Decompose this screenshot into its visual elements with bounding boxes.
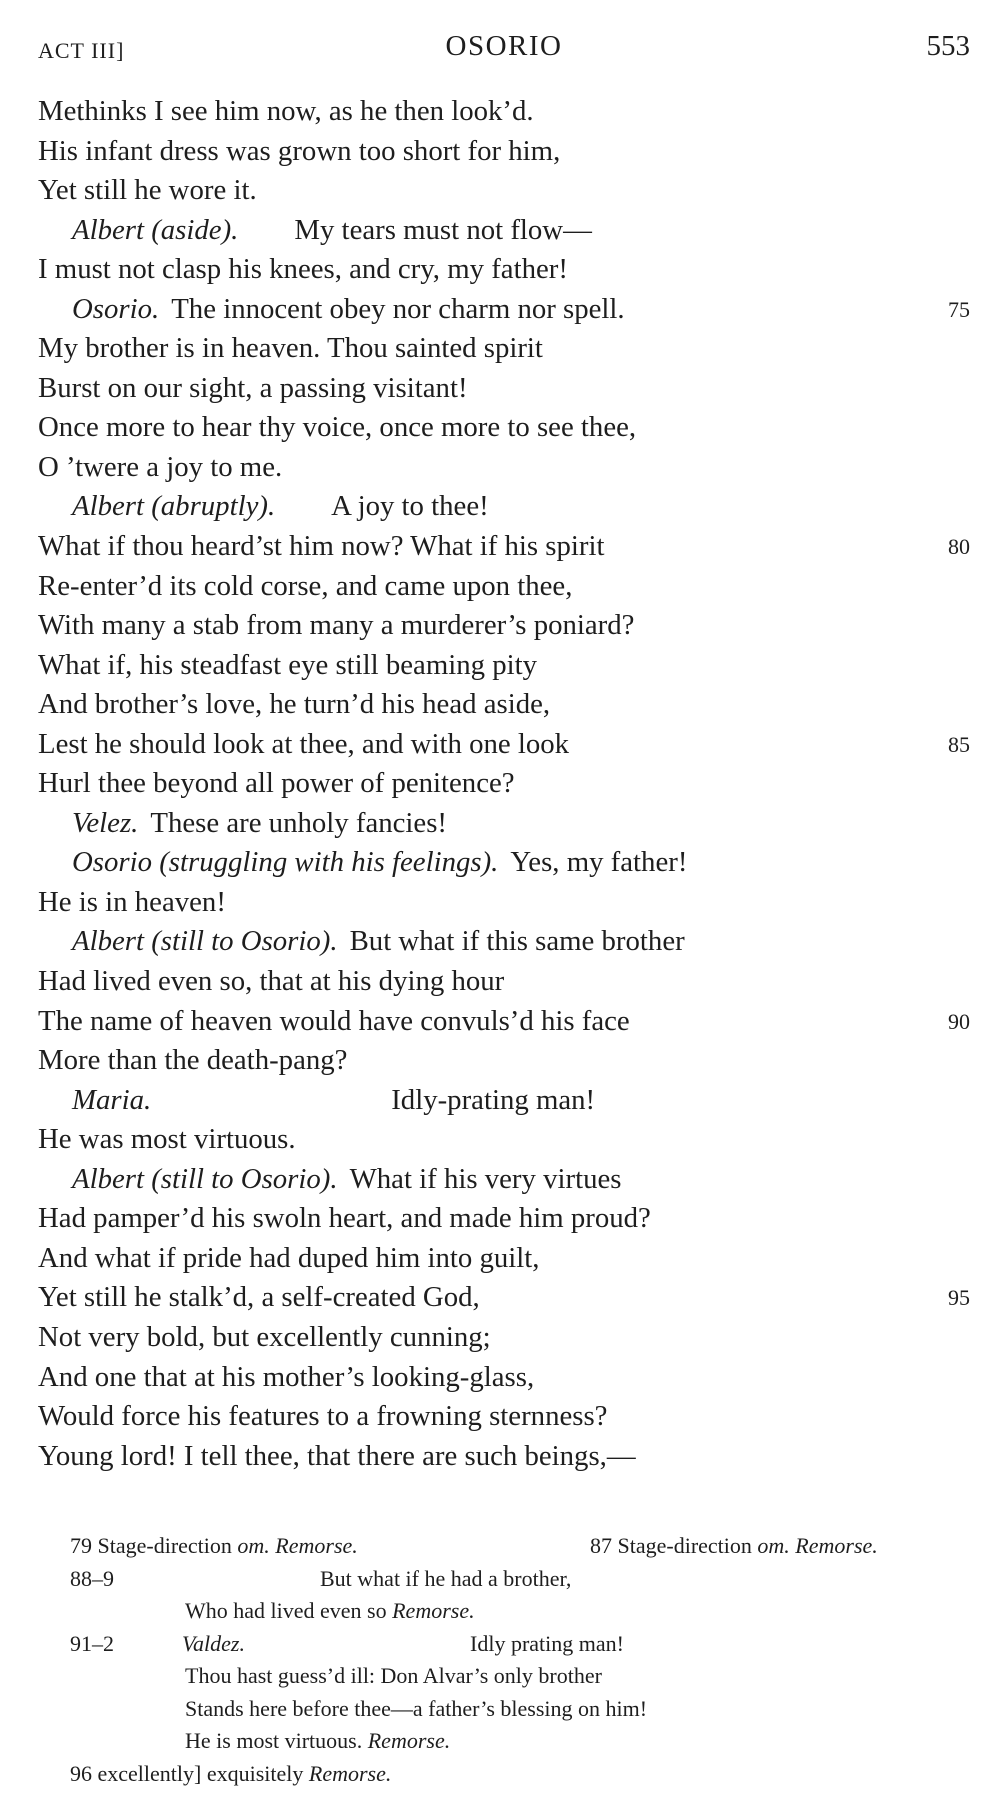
line-text: Re-enter’d its cold corse, and came upon thee, [38, 569, 573, 602]
speech-line [38, 1081, 970, 1121]
line-number: 90 [948, 1008, 970, 1034]
line-text: My tears must not flow— [294, 213, 592, 246]
line-text: He was most virtuous. [38, 1123, 296, 1156]
verse-line [38, 171, 970, 211]
line-text: More than the death-pang? [38, 1044, 348, 1077]
footnote-ref: 87 [590, 1533, 612, 1558]
verse-line [38, 329, 970, 369]
line-text: He is in heaven! [38, 885, 226, 918]
footnote-text: Stands here before thee—a father’s blessing on him! [185, 1695, 648, 1721]
speech-line [38, 922, 970, 962]
act-label: ACT III] [38, 38, 125, 63]
verse-line [38, 1120, 970, 1160]
verse-line [38, 132, 970, 172]
footnote-87 [590, 1530, 878, 1563]
verse-line [38, 646, 970, 686]
line-number: 80 [948, 534, 970, 560]
footnote-text: excellently] exquisitely [97, 1760, 304, 1786]
verse-line [38, 883, 970, 923]
line-text: Methinks I see him now, as he then look’d. [38, 95, 534, 127]
speech-line [38, 843, 970, 883]
footnote-text: Idly prating man! [470, 1630, 624, 1656]
page-title: OSORIO [445, 30, 563, 62]
footnote-91 [70, 1628, 970, 1661]
line-text: The innocent obey nor charm nor spell. [171, 292, 625, 325]
verse-text [38, 92, 970, 1476]
speaker-name: Maria. [72, 1083, 152, 1116]
footnote-speaker: Valdez. [182, 1630, 245, 1656]
speaker-name: Osorio. [72, 292, 160, 325]
line-number: 85 [948, 731, 970, 757]
footnotes [70, 1530, 970, 1790]
footnote-source: Remorse. [392, 1598, 475, 1623]
line-text: But what if this same brother [349, 925, 685, 958]
verse-line [38, 1318, 970, 1358]
speaker-name: Albert [72, 1162, 144, 1195]
footnote-96 [70, 1758, 970, 1791]
verse-line [38, 1041, 970, 1081]
footnote-text: He is most virtuous. [185, 1728, 363, 1753]
speaker-name: Albert [72, 213, 144, 246]
running-header [38, 30, 970, 74]
line-text: Yes, my father! [510, 846, 688, 879]
footnote-text: Thou hast guess’d ill: Don Alvar’s only brother [185, 1663, 602, 1688]
speech-line [38, 804, 970, 844]
line-text: And brother’s love, he turn’d his head aside, [38, 688, 551, 721]
footnote-ref: 96 [70, 1760, 92, 1786]
line-text: Young lord! I tell thee, that there are such beings,— [38, 1439, 636, 1472]
verse-line [38, 527, 970, 567]
line-text: His infant dress was grown too short for him, [38, 134, 561, 167]
stage-direction: (still to Osorio). [151, 1162, 338, 1195]
footnote-text: Stage-direction [617, 1533, 752, 1558]
verse-line [38, 250, 970, 290]
verse-line [38, 1358, 970, 1398]
footnote-91-cont [70, 1725, 970, 1758]
verse-line [38, 1278, 970, 1318]
line-number: 95 [948, 1285, 970, 1311]
line-text: A joy to thee! [331, 490, 489, 523]
footnote-source: Remorse. [367, 1728, 451, 1753]
footnote-text: Who had lived even so [185, 1598, 387, 1623]
line-text: And one that at his mother’s looking-glass, [38, 1360, 535, 1393]
speech-line [38, 290, 970, 330]
verse-line [38, 962, 970, 1002]
line-text: Idly-prating man! [391, 1083, 596, 1116]
stage-direction: (abruptly). [151, 490, 276, 523]
verse-line [38, 685, 970, 725]
speech-line [38, 1160, 970, 1200]
footnote-91-cont [70, 1693, 970, 1726]
verse-line [38, 369, 970, 409]
line-text: Not very bold, but excellently cunning; [38, 1320, 491, 1353]
footnote-88 [70, 1563, 970, 1596]
line-text: My brother is in heaven. Thou sainted spirit [38, 332, 543, 365]
line-text: What if his very virtues [349, 1162, 622, 1195]
line-text: Once more to hear thy voice, once more to see thee, [38, 411, 637, 444]
verse-line [38, 92, 970, 132]
speaker-name: Albert [72, 925, 144, 958]
verse-line [38, 606, 970, 646]
footnote-text: Stage-direction [97, 1533, 232, 1558]
footnote-source: om. Remorse. [757, 1533, 878, 1558]
footnote-ref: 88–9 [70, 1565, 114, 1591]
footnote-79-87 [70, 1530, 970, 1563]
footnote-91-cont [70, 1660, 970, 1693]
line-text: Would force his features to a frowning sternness? [38, 1400, 608, 1433]
speech-line [38, 487, 970, 527]
line-text: Yet still he wore it. [38, 174, 257, 207]
verse-line [38, 1199, 970, 1239]
line-text: Yet still he stalk’d, a self-created God, [38, 1281, 480, 1314]
line-text: What if thou heard’st him now? What if his spirit [38, 530, 605, 563]
footnote-text: But what if he had a brother, [320, 1565, 572, 1591]
stage-direction: (still to Osorio). [151, 925, 338, 958]
verse-line [38, 1437, 970, 1477]
line-text: Burst on our sight, a passing visitant! [38, 371, 468, 404]
verse-line [38, 764, 970, 804]
line-number: 75 [948, 296, 970, 322]
line-text: What if, his steadfast eye still beaming pity [38, 648, 538, 681]
footnote-88-cont [70, 1595, 970, 1628]
footnote-source: om. Remorse. [237, 1533, 358, 1558]
line-text: Lest he should look at thee, and with one look [38, 727, 570, 760]
verse-line [38, 1002, 970, 1042]
speaker-name: Albert [72, 490, 144, 523]
stage-direction: (aside). [151, 213, 239, 246]
footnote-source: Remorse. [308, 1760, 392, 1786]
line-text: And what if pride had duped him into guilt, [38, 1241, 540, 1274]
line-text: The name of heaven would have convuls’d his face [38, 1004, 630, 1037]
line-text: With many a stab from many a murderer’s poniard? [38, 609, 635, 642]
page-number: 553 [926, 30, 970, 62]
line-text: Had lived even so, that at his dying hour [38, 965, 505, 998]
verse-line [38, 448, 970, 488]
verse-line [38, 725, 970, 765]
verse-line [38, 408, 970, 448]
verse-line [38, 1397, 970, 1437]
speech-line [38, 211, 970, 251]
line-text: These are unholy fancies! [150, 806, 448, 839]
line-text: Had pamper’d his swoln heart, and made him proud? [38, 1202, 651, 1235]
footnote-ref: 91–2 [70, 1630, 114, 1656]
line-text: Hurl thee beyond all power of penitence? [38, 767, 515, 800]
line-text: I must not clasp his knees, and cry, my father! [38, 253, 568, 286]
speaker-name: Velez. [72, 806, 139, 839]
footnote-ref: 79 [70, 1533, 92, 1558]
line-text: O ’twere a joy to me. [38, 450, 283, 483]
verse-line [38, 567, 970, 607]
stage-direction: (struggling with his feelings). [159, 846, 499, 879]
speaker-name: Osorio [72, 846, 153, 879]
verse-line [38, 1239, 970, 1279]
